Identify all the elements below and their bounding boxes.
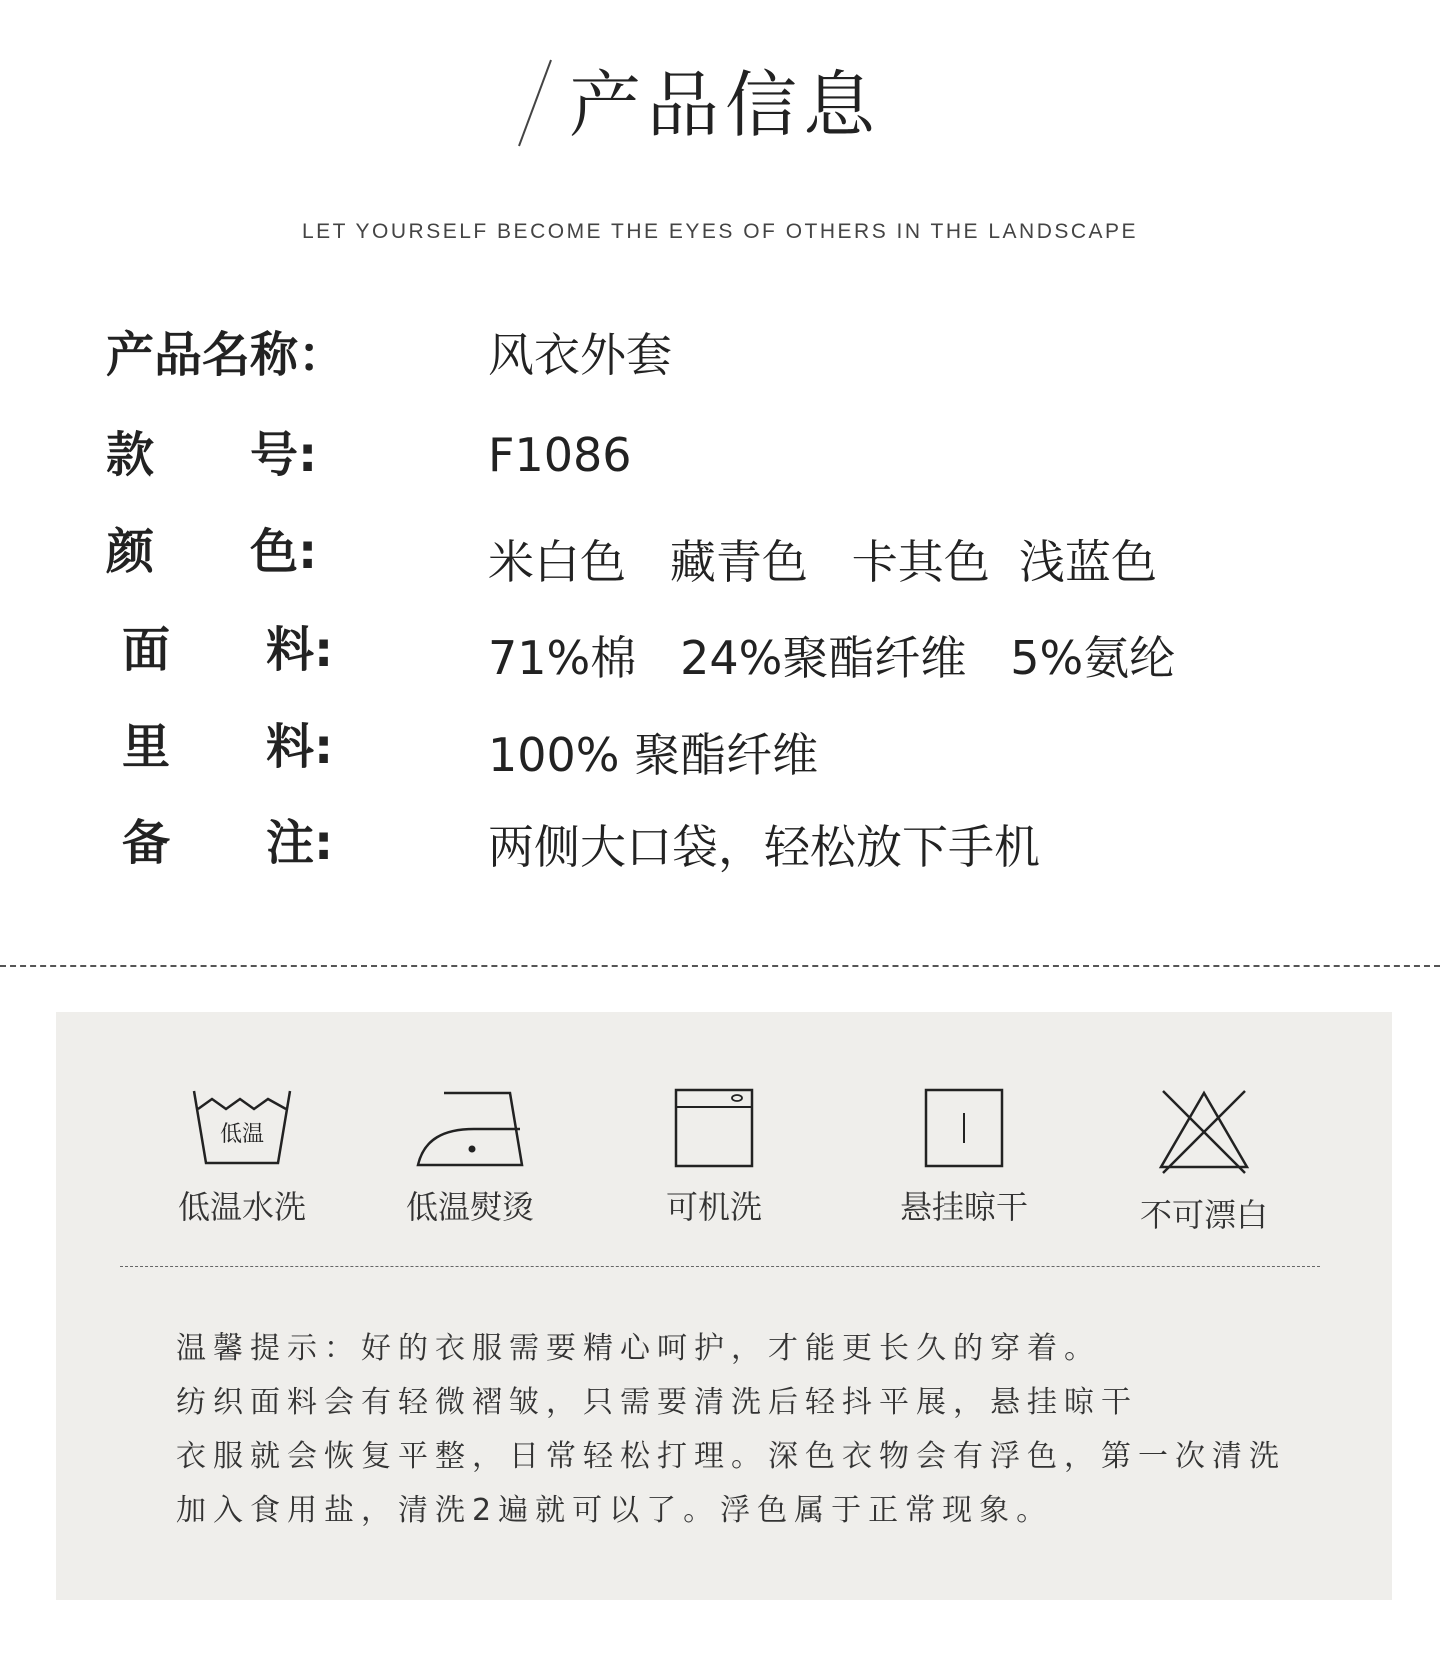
low-temp-iron-icon <box>414 1087 526 1169</box>
info-label: 产品名称： <box>106 327 347 383</box>
no-bleach-icon <box>1157 1087 1251 1177</box>
info-row-name <box>0 325 1440 385</box>
info-value: 米白色 藏青色 卡其色 浅蓝色 <box>488 535 1157 589</box>
care-label: 可机洗 <box>665 1188 762 1226</box>
info-row-color <box>0 522 1440 589</box>
care-item-no-bleach <box>1094 1087 1314 1235</box>
info-row-remark <box>0 813 1440 873</box>
tip-line: 加入食用盐，清洗2遍就可以了。浮色属于正常现象。 <box>176 1493 1054 1528</box>
care-item-low-temp-iron <box>360 1087 580 1227</box>
page-title: 产品信息 <box>569 63 882 147</box>
tip-line: 纺织面料会有轻微褶皱，只需要清洗后轻抖平展，悬挂晾干 <box>176 1385 1138 1420</box>
low-temp-wash-icon <box>190 1087 294 1169</box>
info-value: F1086 <box>488 428 632 482</box>
info-value: 两侧大口袋，轻松放下手机 <box>488 820 1040 874</box>
care-item-low-temp-wash <box>132 1087 352 1227</box>
care-label: 低温水洗 <box>177 1188 306 1226</box>
tip-line: 温馨提示：好的衣服需要精心呵护，才能更长久的穿着。 <box>176 1331 1101 1366</box>
info-row-lining <box>0 717 1440 782</box>
info-label: 颜 色: <box>106 524 318 580</box>
section-divider <box>0 965 1440 967</box>
info-label: 备 注: <box>122 815 334 871</box>
care-instructions-panel <box>56 1012 1392 1600</box>
info-row-style-number <box>0 425 1440 485</box>
machine-wash-icon <box>673 1087 755 1169</box>
info-label: 面 料: <box>122 622 334 678</box>
wash-temp-text: 低温 <box>219 1122 265 1147</box>
info-label: 款 号: <box>106 427 318 483</box>
tip-line: 衣服就会恢复平整，日常轻松打理。深色衣物会有浮色，第一次清洗 <box>176 1439 1286 1474</box>
care-divider <box>120 1266 1320 1267</box>
care-item-machine-wash <box>604 1087 824 1227</box>
info-row-fabric <box>0 620 1440 685</box>
care-label: 不可漂白 <box>1139 1196 1268 1234</box>
title-slash-decoration <box>515 58 555 148</box>
care-label: 低温熨烫 <box>405 1188 534 1226</box>
care-label: 悬挂晾干 <box>899 1188 1028 1226</box>
info-value: 71%棉 24%聚酯纤维 5%氨纶 <box>488 631 1176 685</box>
info-value: 风衣外套 <box>488 328 672 382</box>
care-tips <box>176 1322 1376 1538</box>
care-item-hang-dry <box>854 1087 1074 1227</box>
info-value: 100% 聚酯纤维 <box>488 728 819 782</box>
hang-dry-icon <box>923 1087 1005 1169</box>
info-label: 里 料: <box>122 719 334 775</box>
page-subtitle: LET YOURSELF BECOME THE EYES OF OTHERS IN THE LANDSCAPE <box>301 220 1139 243</box>
